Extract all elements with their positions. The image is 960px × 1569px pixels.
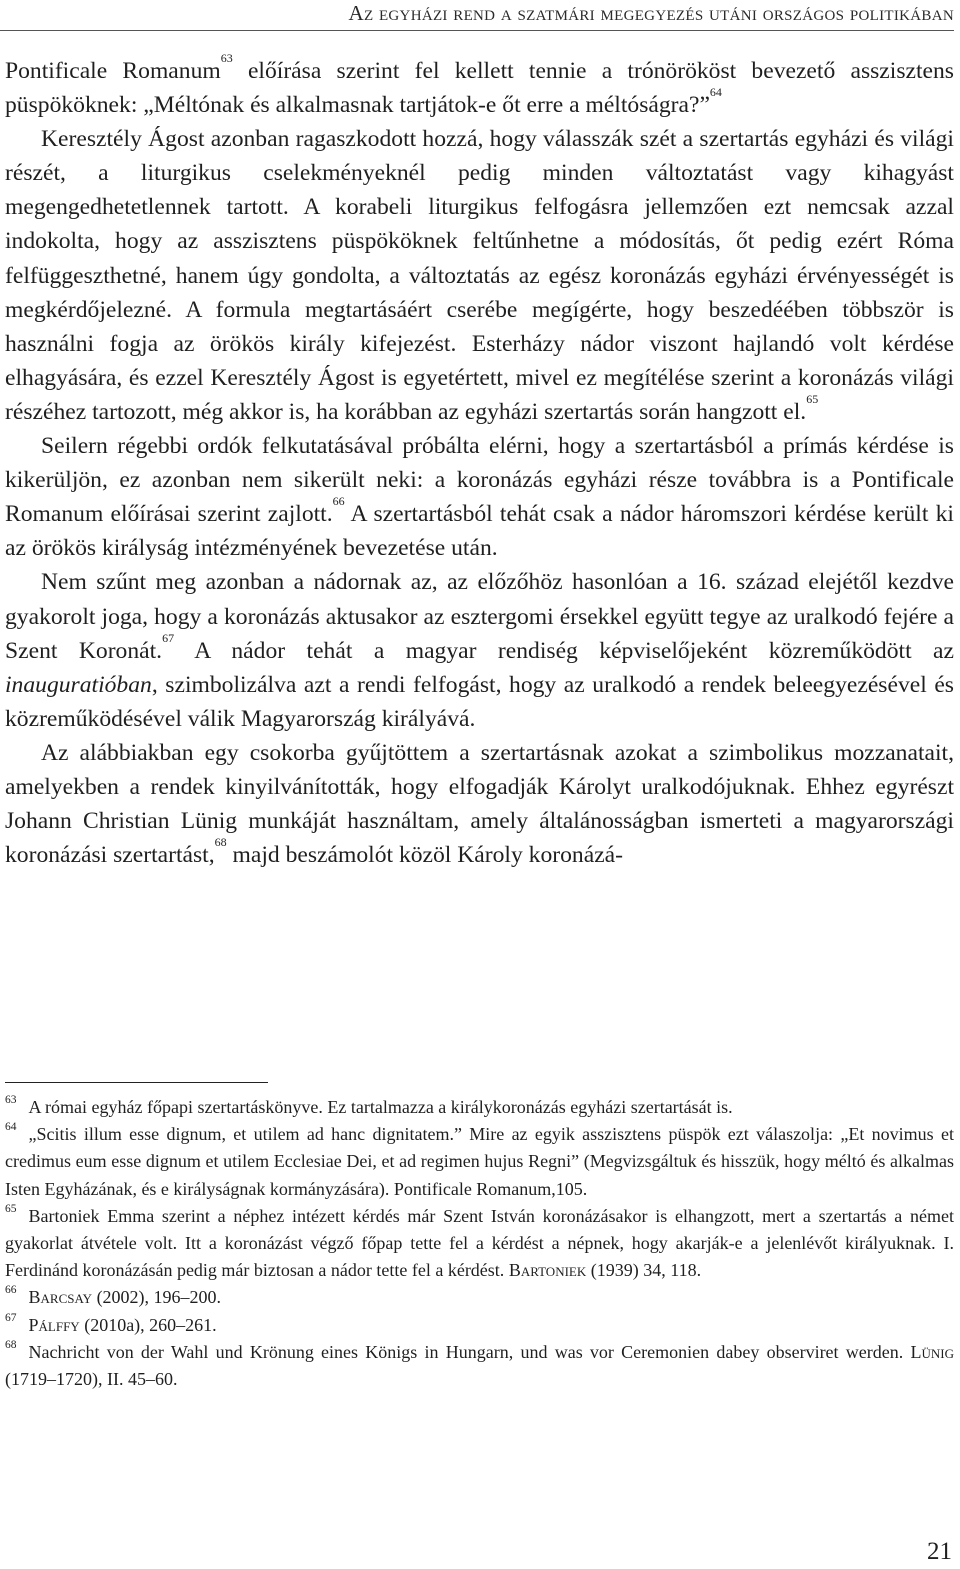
citation-ref: (2010a), 260–261. — [79, 1314, 217, 1335]
text-run: A nádor tehát a magyar rendiség képviselőjeként közreműködött az — [174, 637, 954, 664]
footnotes — [5, 1094, 954, 1393]
text-run: majd beszámolót közöl Károly koronázá- — [226, 842, 623, 869]
text-run: Seilern régebbi ordók felkutatásával próbálta elérni, hogy a szertartásból a prímás kérdése is kikerüljön, ez azonban nem sikerült neki: a koronázás egyházi része továbbra is a Pontificale Romanum előírásai szerint zajlott. — [5, 433, 954, 528]
footnote-ref-65[interactable]: 65 — [806, 391, 819, 406]
footnote-number: 66 — [5, 1284, 17, 1297]
footnote-65 — [5, 1203, 954, 1285]
citation-author: Pálffy — [28, 1314, 80, 1335]
page-number: 21 — [927, 1538, 952, 1565]
footnote-ref-67[interactable]: 67 — [162, 630, 175, 645]
footnote-text: Bartoniek Emma szerint a néphez intézett kérdés már Szent István koronázásakor is elhangzott, mert a szertartás a német gyakorlat átvétele volt. Itt a koronázást végző főpap tette fel a kérdést a népnek, hogy akarják-e a jelenlévőt királyuknak. I. Ferdinánd koronázásán pedig már biztosan a nádor tette fel a kérdést. — [5, 1205, 954, 1281]
footnote-ref-64[interactable]: 64 — [709, 85, 722, 100]
footnote-68 — [5, 1339, 954, 1393]
text-run: , szimbolizálva azt a rendi felfogást, hogy az uralkodó a rendek beleegyezésével és közreműködésével válik Magyarország királyává. — [5, 671, 954, 732]
citation-ref: (1719–1720), II. 45–60. — [5, 1369, 178, 1390]
footnote-ref-68[interactable]: 68 — [214, 835, 227, 850]
footnote-66 — [5, 1284, 954, 1311]
footnote-text: A római egyház főpapi szertartáskönyve. Ez tartalmazza a királykoronázás egyházi szertartását is. — [28, 1097, 733, 1117]
footnote-64 — [5, 1121, 954, 1203]
paragraph-5 — [5, 736, 954, 872]
main-text — [5, 51, 954, 872]
footnote-divider — [5, 1082, 268, 1083]
paragraph-4 — [5, 565, 954, 735]
footnote-number: 65 — [5, 1202, 17, 1215]
footnote-number: 68 — [5, 1338, 17, 1351]
text-run: Az alábbiakban egy csokorba gyűjtöttem a szertartásnak azokat a szimbolikus mozzanatait, amelyekben a rendek kinyilvánították, hogy elfogadják Károlyt uralkodójuknak. Ehhez egyrészt Johann Christian Lünig munkáját használtam, amely általánosságban ismerteti a magyarországi koronázási szertartást, — [5, 739, 954, 869]
citation-author: Bartoniek — [508, 1260, 587, 1281]
footnote-text: „Scitis illum esse dignum, et utilem ad hanc dignitatem.” Mire az egyik asszisztens püspök ezt válaszolja: „Et novimus et credimus eum esse dignum et utilem Ecclesiae Dei, et ad regimen hujus Regni” (Megvizsgáltuk és hisszük, hogy méltó és alkalmas Isten Egyházának, és e királyságnak kormányzására). Pontificale Romanum,105. — [5, 1124, 954, 1199]
citation-author: Lünig — [910, 1341, 954, 1362]
citation-ref: (1939) 34, 118. — [586, 1260, 702, 1281]
paragraph-1 — [5, 51, 954, 122]
text-run: Keresztély Ágost azonban ragaszkodott hozzá, hogy válasszák szét a szertartás egyházi és világi részét, a liturgikus cselekményeknél pedig minden változtatást vagy kihagyást megengedhetetlennek tartott. A korabeli liturgikus felfogásra jellemzően ezt nemcsak azzal indokolta, hogy az asszisztens püspököknek feltűnhetne a módosítás, őt pedig ezért Róma felfüggeszthetné, hanem úgy gondolta, a változtatás az egész koronázás egyházi érvényességét is megkérdőjelezné. A formula megtartásáért cserébe megígérte, hogy beszedéében többször is használni fogja az örökös király kifejezést. Esterházy nádor viszont hajlandó volt kérdése elhagyására, és ezzel Keresztély Ágost is egyetértett, mivel ez megítélése szerint a koronázás világi részéhez tartozott, még akkor is, ha korábban az egyházi szertartás során hangzott el. — [5, 126, 954, 425]
footnote-ref-66[interactable]: 66 — [332, 494, 345, 509]
text-run: A szertartásból tehát csak a nádor háromszori kérdése került ki az örökös királyság intézményének bevezetése után. — [5, 501, 954, 562]
italic-term: inauguratióban — [5, 671, 152, 698]
footnote-text: Nachricht von der Wahl und Krönung eines Königs in Hungarn, und was vor Ceremonien dabey observiret werden. — [28, 1341, 911, 1362]
footnote-number: 64 — [5, 1121, 17, 1134]
footnote-63 — [5, 1094, 954, 1121]
text-run: Pontificale Romanum — [5, 58, 221, 84]
text-run: előírása szerint fel kellett tennie a trónörököst bevezető asszisztens püspököknek: „Méltónak és alkalmasnak tartjátok-e őt erre a méltóságra?” — [5, 58, 954, 119]
citation-ref: (2002), 196–200. — [92, 1287, 222, 1308]
running-header: Az egyházi rend a szatmári megegyezés utáni országos politikában — [0, 0, 954, 31]
text-run: Nem szűnt meg azonban a nádornak az, az előzőhöz hasonlóan a 16. század elejétől kezdve gyakorolt joga, hogy a koronázás aktusakor az esztergomi érsekkel együtt tegye az uralkodó fejére a Szent Koronát. — [5, 569, 954, 664]
paragraph-2 — [5, 122, 954, 429]
footnote-number: 63 — [5, 1094, 17, 1106]
footnote-67 — [5, 1312, 954, 1339]
citation-author: Barcsay — [28, 1287, 93, 1308]
footnote-ref-63[interactable]: 63 — [220, 51, 233, 65]
footnote-number: 67 — [5, 1311, 17, 1324]
paragraph-3 — [5, 429, 954, 565]
